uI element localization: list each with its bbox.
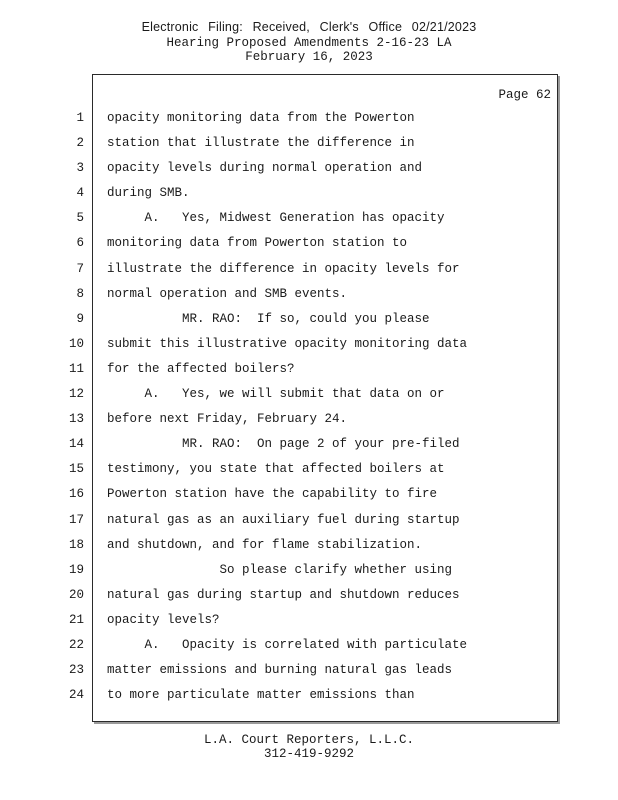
line-text: natural gas during startup and shutdown reduces xyxy=(107,587,460,602)
transcript-line xyxy=(0,131,618,156)
transcript-line xyxy=(0,106,618,131)
transcript-line xyxy=(0,432,618,457)
line-text: for the affected boilers? xyxy=(107,361,295,376)
line-text: testimony, you state that affected boilers at xyxy=(107,462,445,477)
line-number: 2 xyxy=(76,136,84,151)
line-text: A. Yes, we will submit that data on or xyxy=(107,387,445,402)
electronic-filing-stamp: Electronic Filing: Received, Clerk's Office 02/21/2023 xyxy=(141,20,477,34)
line-text: A. Opacity is correlated with particulate xyxy=(107,637,468,652)
line-number: 12 xyxy=(68,387,84,402)
line-number: 18 xyxy=(68,537,84,552)
line-text: monitoring data from Powerton station to xyxy=(107,236,408,251)
line-text: to more particulate matter emissions than xyxy=(107,688,415,703)
line-text: submit this illustrative opacity monitoring data xyxy=(107,336,468,351)
line-number: 24 xyxy=(68,688,84,703)
line-text: opacity levels? xyxy=(107,612,220,627)
line-text: MR. RAO: If so, could you please xyxy=(107,311,430,326)
line-number: 22 xyxy=(68,637,84,652)
line-number: 1 xyxy=(76,111,84,125)
transcript-line xyxy=(0,533,618,558)
transcript-line xyxy=(0,482,618,507)
line-text: opacity monitoring data from the Powerton xyxy=(107,111,415,125)
transcript-line xyxy=(0,307,618,332)
line-text: during SMB. xyxy=(107,186,190,201)
line-text: A. Yes, Midwest Generation has opacity xyxy=(107,211,445,226)
line-number: 7 xyxy=(76,261,84,276)
court-reporter-phone: 312-419-9292 xyxy=(263,747,354,761)
transcript-line xyxy=(0,608,618,633)
line-text: before next Friday, February 24. xyxy=(107,412,348,427)
document-title: Hearing Proposed Amendments 2-16-23 LA xyxy=(166,36,452,50)
transcript-line xyxy=(0,257,618,282)
line-number: 19 xyxy=(68,562,84,577)
line-number: 17 xyxy=(68,512,84,527)
hearing-date: February 16, 2023 xyxy=(245,50,373,64)
line-number: 11 xyxy=(68,361,84,376)
transcript-line xyxy=(0,282,618,307)
line-text: So please clarify whether using xyxy=(107,562,453,577)
transcript-line xyxy=(0,206,618,231)
line-number: 3 xyxy=(76,161,84,176)
transcript-line xyxy=(0,508,618,533)
line-text: normal operation and SMB events. xyxy=(107,286,348,301)
transcript-line xyxy=(0,231,618,256)
line-number: 6 xyxy=(76,236,84,251)
line-number: 23 xyxy=(68,663,84,678)
page-number: Page 62 xyxy=(498,88,551,102)
transcript-line xyxy=(0,181,618,206)
line-number: 8 xyxy=(76,286,84,301)
line-text: opacity levels during normal operation and xyxy=(107,161,423,176)
transcript-line xyxy=(0,558,618,583)
transcript-line xyxy=(0,332,618,357)
line-number: 20 xyxy=(68,587,84,602)
transcript-line xyxy=(0,357,618,382)
line-number: 9 xyxy=(76,311,84,326)
line-text: station that illustrate the difference in xyxy=(107,136,415,151)
line-number: 15 xyxy=(68,462,84,477)
line-number: 4 xyxy=(76,186,84,201)
transcript-line xyxy=(0,457,618,482)
line-number: 21 xyxy=(68,612,84,627)
line-text: natural gas as an auxiliary fuel during startup xyxy=(107,512,460,527)
transcript-line xyxy=(0,382,618,407)
line-number: 10 xyxy=(68,336,84,351)
transcript-line xyxy=(0,633,618,658)
transcript-line xyxy=(0,683,618,708)
transcript-line xyxy=(0,658,618,683)
line-text: illustrate the difference in opacity levels for xyxy=(107,261,460,276)
line-text: Powerton station have the capability to fire xyxy=(107,487,438,502)
court-reporter-name: L.A. Court Reporters, L.L.C. xyxy=(203,733,415,747)
line-number: 16 xyxy=(68,487,84,502)
line-number: 5 xyxy=(76,211,84,226)
line-text: matter emissions and burning natural gas leads xyxy=(107,663,453,678)
line-number: 13 xyxy=(68,412,84,427)
transcript-line xyxy=(0,583,618,608)
transcript-line xyxy=(0,156,618,181)
line-text: MR. RAO: On page 2 of your pre-filed xyxy=(107,437,460,452)
line-number: 14 xyxy=(68,437,84,452)
line-text: and shutdown, and for flame stabilization. xyxy=(107,537,423,552)
transcript-lines xyxy=(0,106,618,708)
transcript-line xyxy=(0,407,618,432)
